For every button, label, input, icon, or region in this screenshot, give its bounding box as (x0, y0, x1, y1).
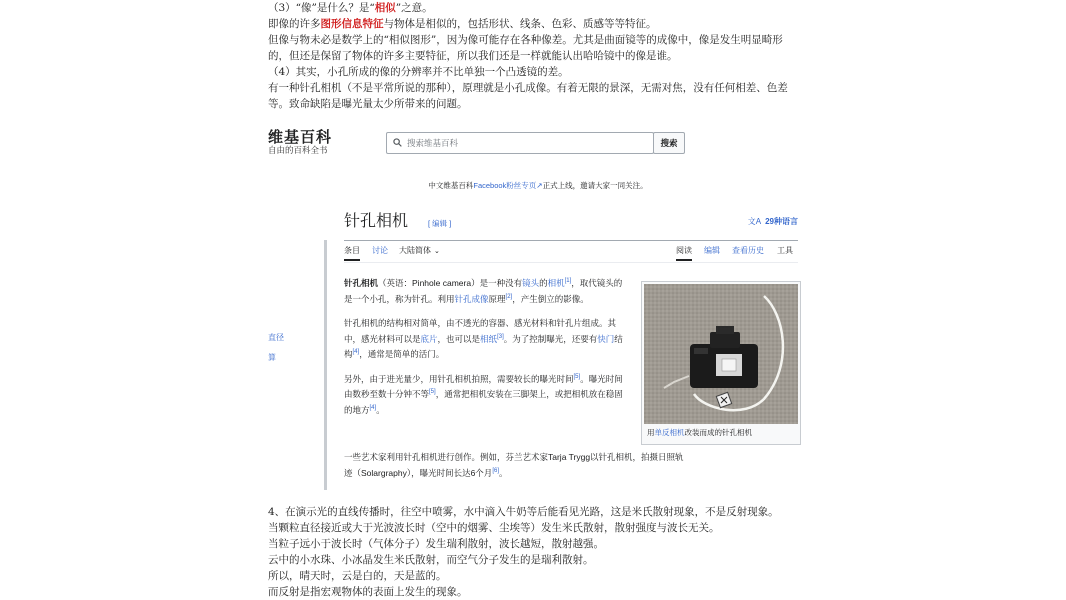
title-edit-link[interactable]: [ 编辑 ] (428, 219, 452, 228)
sidebar-item[interactable]: 直径 (268, 333, 284, 342)
search-box[interactable] (386, 132, 654, 154)
highlight-term: 图形信息特征 (320, 18, 384, 30)
search-icon (393, 138, 402, 147)
title-bar (344, 210, 798, 241)
search-button[interactable]: 搜索 (653, 132, 685, 154)
search-input[interactable] (407, 136, 647, 150)
tab-history[interactable]: 查看历史 (732, 246, 764, 255)
tab-variant[interactable]: 大陆简体 ⌄ (399, 246, 440, 255)
reference[interactable]: [2] (505, 293, 513, 300)
reference[interactable]: [5] (429, 389, 436, 396)
bottom-text-block (268, 504, 808, 600)
article-paragraph: 另外，由于进光量少，用针孔相机拍照，需要较长的曝光时间[5]。曝光时间由数秒至数十分钟不等[5]，通常把相机安装在三脚架上，或把相机放在稳固的地方[4]。 (344, 373, 623, 415)
sidebar-toc (268, 328, 284, 368)
tab-article[interactable]: 条目 (344, 245, 360, 261)
pinhole-camera-photo[interactable] (644, 284, 798, 424)
article-figure (641, 281, 801, 445)
text-line: 等。致命缺陷是曝光量太少所带来的问题。 (268, 98, 468, 110)
text-line: 当粒子远小于波长时（气体分子）发生瑞利散射，波长越短，散射越强。 (268, 538, 604, 550)
link-photo-paper[interactable]: 相纸 (480, 333, 498, 344)
link-shutter[interactable]: 快门 (597, 333, 615, 344)
tab-talk[interactable]: 讨论 (372, 246, 388, 255)
link-pinhole-imaging[interactable]: 针孔成像 (454, 293, 489, 304)
reference[interactable]: [3] (497, 333, 504, 340)
wiki-logo[interactable] (268, 128, 358, 157)
text-line: 当颗粒直径接近或大于光波波长时（空中的烟雾、尘埃等）发生米氏散射，散射强度与波长无关。 (268, 522, 720, 534)
link-film[interactable]: 底片 (420, 333, 438, 344)
sidebar-divider (324, 240, 327, 490)
text-line: 的，但还是保留了物体的许多主要特征，所以我们还是一样就能认出哈哈镜中的像是谁。 (268, 50, 678, 62)
tab-edit[interactable]: 编辑 (704, 246, 720, 255)
language-selector[interactable]: 文A 29种语言 (747, 217, 798, 226)
article-paragraph: 针孔相机（英语：Pinhole camera）是一种没有镜头的相机[1]，取代镜头的是一个小孔，称为针孔。利用针孔成像原理[2]，产生倒立的影像。 (344, 278, 623, 304)
top-text-block (268, 0, 808, 112)
text-line: 云中的小水珠、小冰晶发生米氏散射，而空气分子发生的是瑞利散射。 (268, 554, 594, 566)
article-paragraph-wide: 一些艺术家利用针孔相机进行创作。例如，芬兰艺术家Tarja Trygg以针孔相机，拍摄日照轨迹（Solargraphy），曝光时间长达6个月[6]。 (344, 452, 684, 478)
text-line: 有一种针孔相机（不是平常所说的那种），原理就是小孔成像。有着无限的景深，无需对焦，没有任何相差、色差 (268, 82, 788, 94)
tab-read[interactable]: 阅读 (676, 245, 692, 261)
text-line: 而反射是指宏观物体的表面上发生的现象。 (268, 586, 468, 598)
chevron-down-icon: ⌄ (434, 248, 440, 255)
article-paragraph: 针孔相机的结构相对简单，由不透光的容器、感光材料和针孔片组成。其中，感光材料可以是底片，也可以是相纸[3]。为了控制曝光，还要有快门结构[4]，通常是简单的活门。 (344, 318, 623, 359)
highlight-term: 相似 (374, 2, 396, 14)
wiki-logo-tagline: 自由的百科全书 (268, 146, 328, 156)
wikipedia-page (268, 118, 808, 496)
reference[interactable]: [4] (352, 349, 360, 356)
reference[interactable]: [4] (369, 404, 377, 411)
sidebar-item[interactable]: 算 (268, 353, 276, 362)
reference[interactable]: [5] (573, 373, 581, 380)
link-lens[interactable]: 镜头 (522, 278, 540, 288)
translate-icon: 文A (747, 217, 762, 226)
article-body (344, 276, 626, 427)
page-tabs (344, 242, 798, 263)
link-camera[interactable]: 相机 (547, 278, 565, 288)
text-line: 即像的许多图形信息特征与物体是相似的，包括形状、线条、色彩、质感等等特征。 (268, 18, 657, 30)
text-line: （3）“像”是什么？是“相似”之意。 (268, 2, 433, 14)
tab-tools[interactable]: 工具 (777, 246, 793, 255)
wiki-logo-name: 维基百科 (268, 128, 333, 146)
reference[interactable]: [6] (492, 467, 499, 474)
facebook-page-link[interactable]: Facebook粉丝专页 (473, 181, 537, 190)
text-line: 但像与物未必是数学上的“相似图形”，因为像可能存在各种像差。尤其是曲面镜等的成像中，像是发生明显畸形 (268, 34, 783, 46)
figure-caption: 用单反相机改装而成的针孔相机 (647, 428, 752, 437)
text-line: 所以，晴天时，云是白的，天是蓝的。 (268, 570, 447, 582)
text-line: （4）其实，小孔所成的像的分辨率并不比单独一个凸透镜的差。 (268, 66, 569, 78)
notice-banner: 中文维基百科Facebook粉丝专页↗正式上线，邀请大家一同关注。 (428, 181, 648, 190)
external-link-icon: ↗ (536, 181, 543, 190)
link-slr-camera[interactable]: 单反相机 (654, 428, 685, 437)
reference[interactable]: [1] (564, 278, 572, 285)
page-title: 针孔相机 (344, 211, 409, 230)
text-line: 4、在演示光的直线传播时，往空中喷雾，水中滴入牛奶等后能看见光路，这是米氏散射现象，不是反射现象。 (268, 506, 779, 518)
